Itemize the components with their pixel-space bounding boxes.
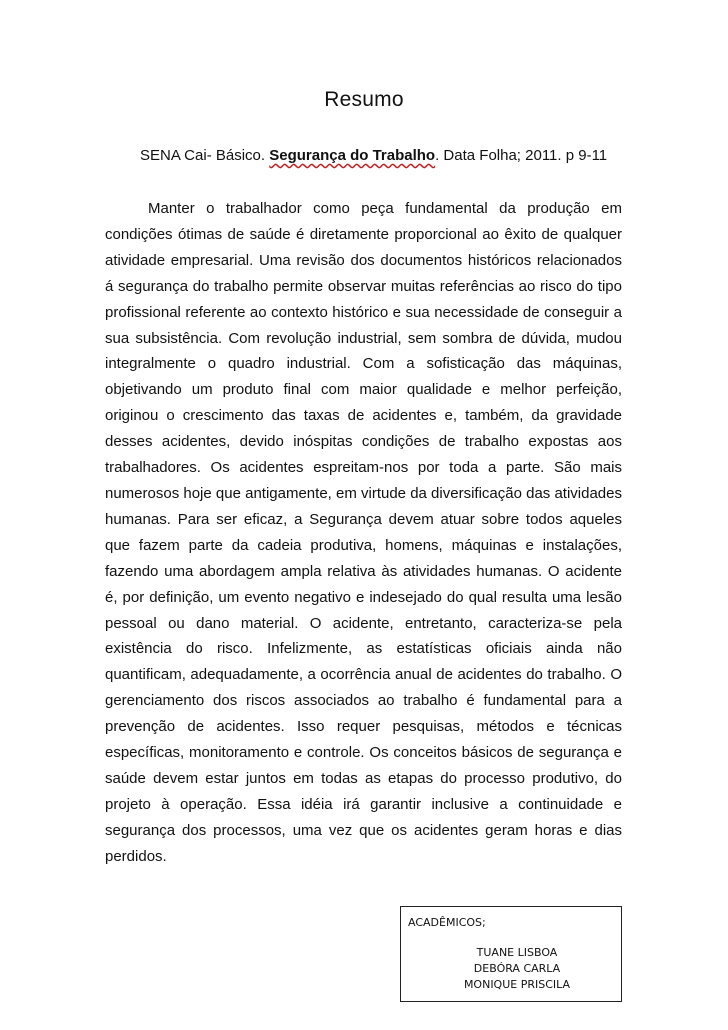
reference-suffix: . Data Folha; 2011. p 9-11 [435, 147, 608, 164]
academics-heading: ACADÊMICOS; [408, 916, 486, 929]
page-title: Resumo [324, 88, 404, 111]
academics-names-list [401, 945, 623, 993]
academic-name: MONIQUE PRISCILA [463, 978, 571, 991]
academics-box [400, 906, 622, 1002]
academic-name: DEBÓRA CARLA [473, 962, 561, 975]
bibliographic-reference [140, 147, 700, 164]
reference-work-title: Segurança do Trabalho [269, 147, 436, 164]
reference-prefix: SENA Cai- Básico. [140, 147, 270, 164]
academic-name: TUANE LISBOA [476, 946, 558, 959]
abstract-paragraph: Manter o trabalhador como peça fundamental da produção em condições ótimas de saúde é diretamente proporcional ao êxito de qualquer atividade empresarial. Uma revisão dos documentos históricos relacionados á segurança do trabalho permite observar muitas referências ao risco do tipo profissional referente ao contexto histórico e sua necessidade de conseguir a sua subsistência. Com revolução industrial, sem sombra de dúvida, mudou integralmente o quadro industrial. Com a sofisticação das máquinas, objetivando um produto final com maior qualidade e melhor perfeição, originou o crescimento das taxas de acidentes e, também, da gravidade desses acidentes, devido inóspitas condições de trabalho expostas aos trabalhadores. Os acidentes espreitam-nos por toda a parte. São mais numerosos hoje que antigamente, em virtude da diversificação das atividades humanas. Para ser eficaz, a Segurança devem atuar sobre todos aqueles que fazem parte da cadeia produtiva, homens, máquinas e instalações, fazendo uma abordagem ampla relativa às atividades humanas. O acidente é, por definição, um evento negativo e indesejado do qual resulta uma lesão pessoal ou dano material. O acidente, entretanto, caracteriza-se pela existência do risco. Infelizmente, as estatísticas oficiais ainda não quantificam, adequadamente, a ocorrência anual de acidentes do trabalho. O gerenciamento dos riscos associados ao trabalho é fundamental para a prevenção de acidentes. Isso requer pesquisas, métodos e técnicas específicas, monitoramento e controle. Os conceitos básicos de segurança e saúde devem estar juntos em todas as etapas do processo produtivo, do projeto à operação. Essa idéia irá garantir inclusive a continuidade e segurança dos processos, uma vez que os acidentes geram horas e dias perdidos. [105, 200, 622, 865]
